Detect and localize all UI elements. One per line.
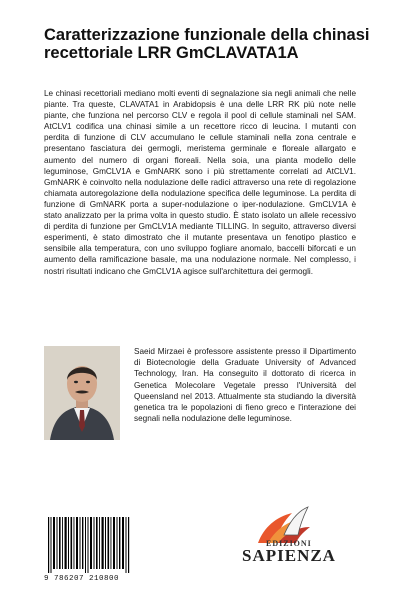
author-photo — [44, 346, 120, 440]
isbn-barcode — [44, 515, 136, 577]
author-portrait-image — [44, 346, 120, 440]
publisher-logo — [238, 505, 358, 567]
author-bio: Saeid Mirzaei è professore assistente presso il Dipartimento di Biotecnologie della Graduate University of Advanced Technology, Iran. Ha conseguito il dottorato di ricerca in Genetica Molecolare Vegetale presso l'Università del Queensland nel 2013. Attualmente sta studiando la diversità genetica tra le popolazioni di fieno greco e l'interazione dei segnali nella nodulazione delle leguminose. — [134, 347, 356, 424]
book-abstract: Le chinasi recettoriali mediano molti eventi di segnalazione sia negli animali che nelle piante. Tra queste, CLAVATA1 in Arabidopsis è una delle LRR RK più note nelle piante, che funziona nel percorso CLV e regola il pool di cellule staminali nel SAM. AtCLV1 codifica una chinasi simile a un recettore ricco di leucina. I mutanti con perdita di funzione di CLV accumulano le cellule staminali nella zona centrale e presentano fasciatura dei germogli, meristema germinale e floreale allargato e aumento del numero di organi floreali. Nella soia, una pianta modello delle leguminose, GmCLV1A e GmNARK sono i più strettamente correlati ad AtCLV1. GmNARK è coinvolto nella nodulazione delle radici attraverso una rete di regolazione chiamata autoregolazione della nodulazione specifica delle leguminose. La perdita di funzione di GmNARK porta a super-nodulazione o iper-nodulazione. GmCLV1A è stato analizzato per la prima volta in questo studio. È stato isolato un allele recessivo di perdita di funzione per GmCLV1A mediante TILLING. In seguito, attraverso diversi esperimenti, è stato dimostrato che il mutante presentava un fenotipo plastico e sensibile alla temperatura, con uno sviluppo fogliare anomalo, baccelli biforcati e un aumento della ramificazione basale, ma una nodulazione normale. Nel complesso, i nostri risultati indicano che GmCLV1A agisce sull'architettura dei germogli. — [44, 89, 356, 276]
publisher-name: SAPIENZA — [242, 546, 336, 565]
publisher-label-edizioni: EDIZIONI — [266, 539, 312, 548]
isbn-number: 9 786207 210800 — [44, 575, 120, 583]
book-title: Caratterizzazione funzionale della chinasi recettoriale LRR GmCLAVATA1A — [44, 26, 370, 62]
barcode-icon — [44, 515, 136, 573]
